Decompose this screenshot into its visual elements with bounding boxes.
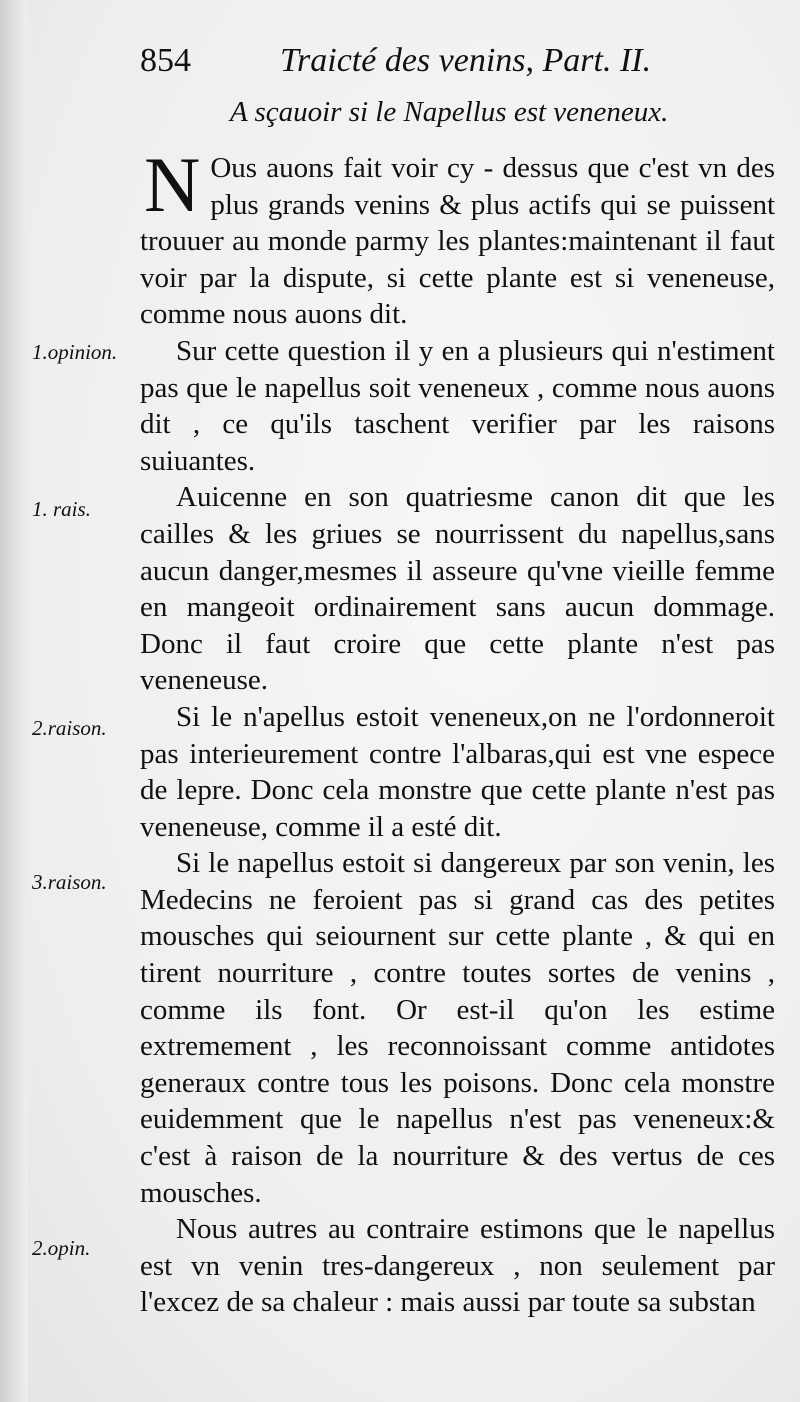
paragraph-second-opinion: Nous autres au contraire estimons que le napellus est vn venin tres-dangereux , non seulement par l'excez de sa chaleur : mais aussi par toute sa substan — [140, 1213, 775, 1319]
running-title: Traicté des venins, Part. II. — [280, 42, 652, 79]
paragraph-reason-2: Si le n'apellus estoit veneneux,on ne l'ordonneroit pas interieurement contre l'albaras,qui est vne espece de lepre. Donc cela monstre que cette plante n'est pas veneneuse, comme il a esté dit. — [140, 700, 775, 843]
paragraph-intro — [140, 141, 775, 333]
page-header — [140, 42, 780, 90]
page-gutter — [0, 0, 28, 1402]
margin-note-raison-3: 3.raison. — [32, 870, 107, 894]
section-title: A sçauoir si le Napellus est veneneux. — [230, 96, 669, 128]
paragraph-reason-3: Si le napellus estoit si dangereux par son venin, les Medecins ne feroient pas si grand cas des petites mousches qui seiournent sur cette plante , & qui en tirent nourriture , contre toutes sortes de venins , comme ils font. Or est-il qu'on les estime extremement , les reconnoissant comme antidotes generaux contre tous les poisons. Donc cela monstre euidemment que le napellus n'est pas veneneux:& c'est à raison de la nourriture & des vertus de ces mousches. — [140, 847, 775, 1209]
paragraph-reason-1: Auicenne en son quatriesme canon dit que les cailles & les griues se nourrissent du napellus,sans aucun danger,mesmes il asseure qu'vne vieille femme en mangeoit ordinairement sans aucun dommage. Donc il faut croire que cette plante n'est pas veneneuse. — [140, 481, 775, 697]
margin-note-opinion-1: 1.opinion. — [32, 340, 118, 364]
margin-note-opinion-2: 2.opin. — [32, 1236, 91, 1260]
paragraph-intro-text: Ous auons fait voir cy - dessus que c'est vn des plus grands venins & plus actifs qui se puissent trouuer au monde parmy les plantes:maintenant il faut voir par la dispute, si cette plante est si veneneuse, comme nous auons dit. — [140, 152, 775, 331]
page-number: 854 — [140, 42, 191, 79]
margin-note-raison-2: 2.raison. — [32, 716, 107, 740]
body-text — [140, 141, 775, 1321]
drop-cap: N — [144, 141, 201, 228]
paragraph-first-opinion: Sur cette question il y en a plusieurs qui n'estiment pas que le napellus soit veneneux , comme nous auons dit , ce qu'ils taschent verifier par les raisons suiuantes. — [140, 334, 775, 477]
margin-note-raison-1: 1. rais. — [32, 497, 91, 521]
